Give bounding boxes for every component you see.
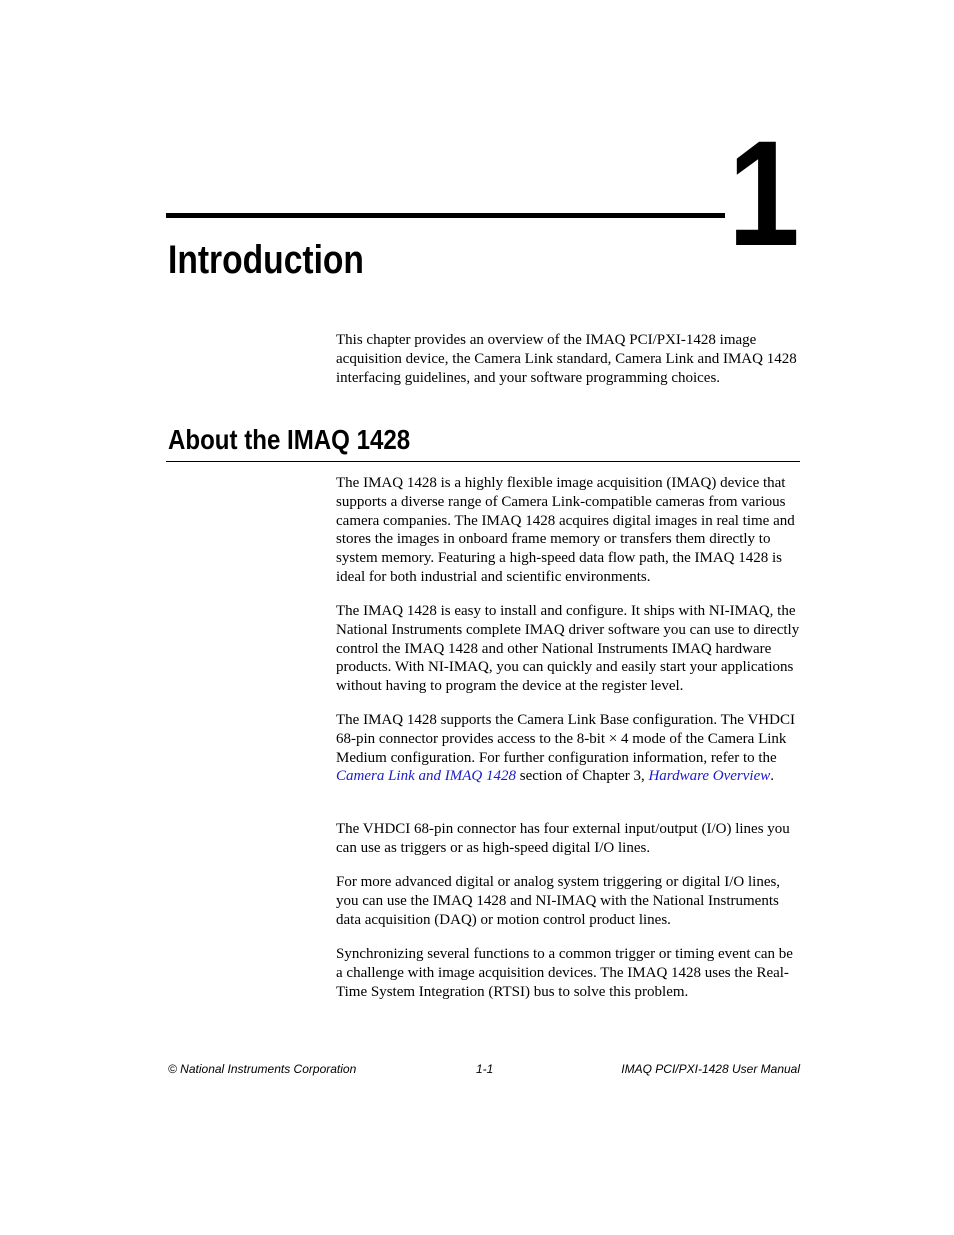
section-rule <box>166 461 800 462</box>
chapter-number: 1 <box>728 109 797 277</box>
footer-copyright: © National Instruments Corporation <box>168 1062 357 1076</box>
hardware-overview-link[interactable]: Hardware Overview <box>648 768 771 785</box>
chapter-rule <box>166 213 725 218</box>
paragraph-text: The VHDCI 68-pin connector has four external input/output (I/O) lines you can use as triggers or as high-speed digital I/O lines. <box>336 821 790 856</box>
section-title: About the IMAQ 1428 <box>168 424 411 455</box>
chapter-title: Introduction <box>168 238 364 282</box>
text-run: The IMAQ 1428 supports the Camera Link Base configuration. The VHDCI 68-pin connector provides access to the 8-bit × 4 mode of the Camera Link Medium configuration. For further configuration information, refer to the <box>336 712 795 766</box>
text-run: section of Chapter 3, <box>516 768 649 785</box>
paragraph-text: The IMAQ 1428 is a highly flexible image acquisition (IMAQ) device that supports a diverse range of Camera Link-compatible cameras from various camera companies. The IMAQ 1428 acquires digital images in real time and stores the images in onboard frame memory or transfers them directly to system memory. Featuring a high-speed data flow path, the IMAQ 1428 is ideal for both industrial and scientific environments. <box>336 475 795 585</box>
text-run: . <box>770 768 774 785</box>
section-paragraph-5 <box>336 873 800 929</box>
paragraph-text: The IMAQ 1428 is easy to install and configure. It ships with NI-IMAQ, the National Instruments complete IMAQ driver software you can use to directly control the IMAQ 1428 and other National Instruments IMAQ hardware products. With NI-IMAQ, you can quickly and easily start your applications without having to program the device at the register level. <box>336 603 800 695</box>
camera-link-section-link[interactable]: Camera Link and IMAQ 1428 <box>336 768 516 785</box>
section-paragraph-4 <box>336 820 800 858</box>
paragraph-text <box>336 711 800 786</box>
section-paragraph-3 <box>336 711 800 786</box>
chapter-intro <box>336 331 800 387</box>
section-paragraph-6 <box>336 945 800 1001</box>
footer-page-number: 1-1 <box>476 1062 494 1076</box>
section-paragraph-2 <box>336 602 800 696</box>
paragraph-text: Synchronizing several functions to a common trigger or timing event can be a challenge with image acquisition devices. The IMAQ 1428 uses the Real-Time System Integration (RTSI) bus to solve this problem. <box>336 946 793 1000</box>
section-paragraph-1 <box>336 474 800 587</box>
footer-manual-title: IMAQ PCI/PXI-1428 User Manual <box>621 1062 800 1076</box>
paragraph-text: For more advanced digital or analog system triggering or digital I/O lines, you can use the IMAQ 1428 and NI-IMAQ with the National Instruments data acquisition (DAQ) or motion control product lines. <box>336 874 781 928</box>
intro-paragraph: This chapter provides an overview of the IMAQ PCI/PXI-1428 image acquisition device, the Camera Link standard, Camera Link and IMAQ 1428 interfacing guidelines, and your software programming choices. <box>336 332 797 386</box>
